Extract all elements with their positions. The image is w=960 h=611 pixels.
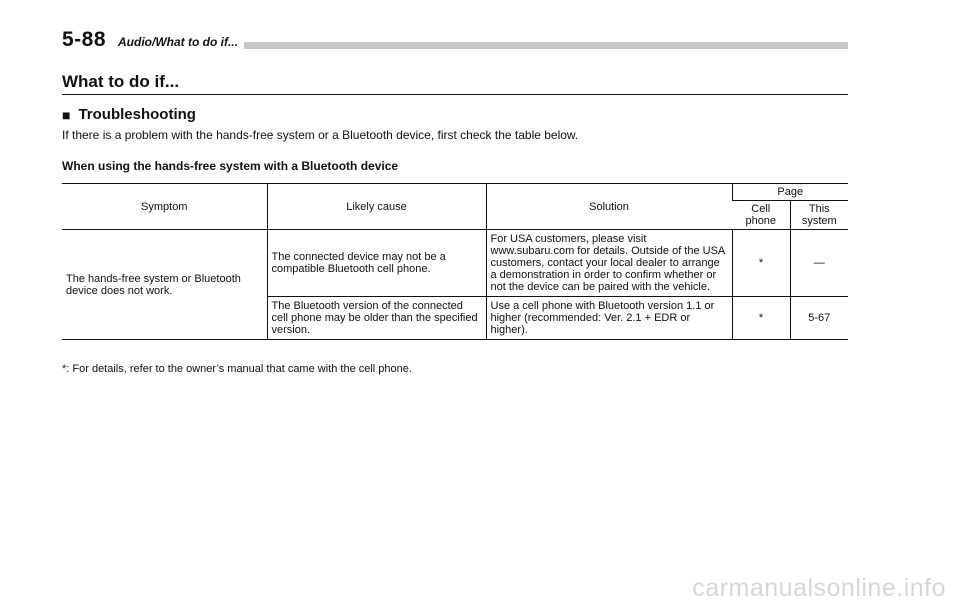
- intro-text: If there is a problem with the hands-free system or a Bluetooth device, first check the table below.: [62, 128, 579, 142]
- footnote: *: For details, refer to the owner’s manual that came with the cell phone.: [62, 363, 412, 375]
- header-symptom: Symptom: [62, 184, 267, 230]
- page-header: [62, 28, 848, 52]
- troubleshooting-table: [62, 183, 848, 340]
- header-cell-phone: Cell phone: [732, 201, 790, 230]
- this-system-page-cell: 5-67: [790, 297, 848, 340]
- header-this-system: This system: [790, 201, 848, 230]
- section-heading: [62, 105, 196, 125]
- solution-cell: Use a cell phone with Bluetooth version 1.1 or higher (recommended: Ver. 2.1 + EDR or higher).: [486, 297, 732, 340]
- likely-cause-cell: The Bluetooth version of the connected cell phone may be older than the specified version.: [267, 297, 486, 340]
- section-heading-text: Troubleshooting: [78, 106, 196, 123]
- table-row: [62, 230, 848, 297]
- table-subheading: When using the hands-free system with a Bluetooth device: [62, 159, 399, 173]
- header-page: Page: [732, 184, 848, 201]
- cell-phone-page-cell: *: [732, 297, 790, 340]
- header-likely-cause: Likely cause: [267, 184, 486, 230]
- symptom-cell: The hands-free system or Bluetooth device does not work.: [62, 230, 267, 340]
- solution-cell: For USA customers, please visit www.subaru.com for details. Outside of the USA customers, contact your local dealer to arrange a demonstration in order to confirm whether or not the device can be paired with the vehicle.: [486, 230, 732, 297]
- this-system-page-cell: —: [790, 230, 848, 297]
- page-title: What to do if...: [62, 72, 180, 91]
- header-solution: Solution: [486, 184, 732, 230]
- likely-cause-cell: The connected device may not be a compatible Bluetooth cell phone.: [267, 230, 486, 297]
- watermark: carmanualsonline.info: [692, 574, 946, 602]
- square-bullet-icon: ■: [62, 107, 71, 123]
- page-number: 5-88: [62, 28, 114, 52]
- title-rule: [62, 94, 848, 95]
- cell-phone-page-cell: *: [732, 230, 790, 297]
- header-section-name: Audio/What to do if...: [114, 34, 244, 50]
